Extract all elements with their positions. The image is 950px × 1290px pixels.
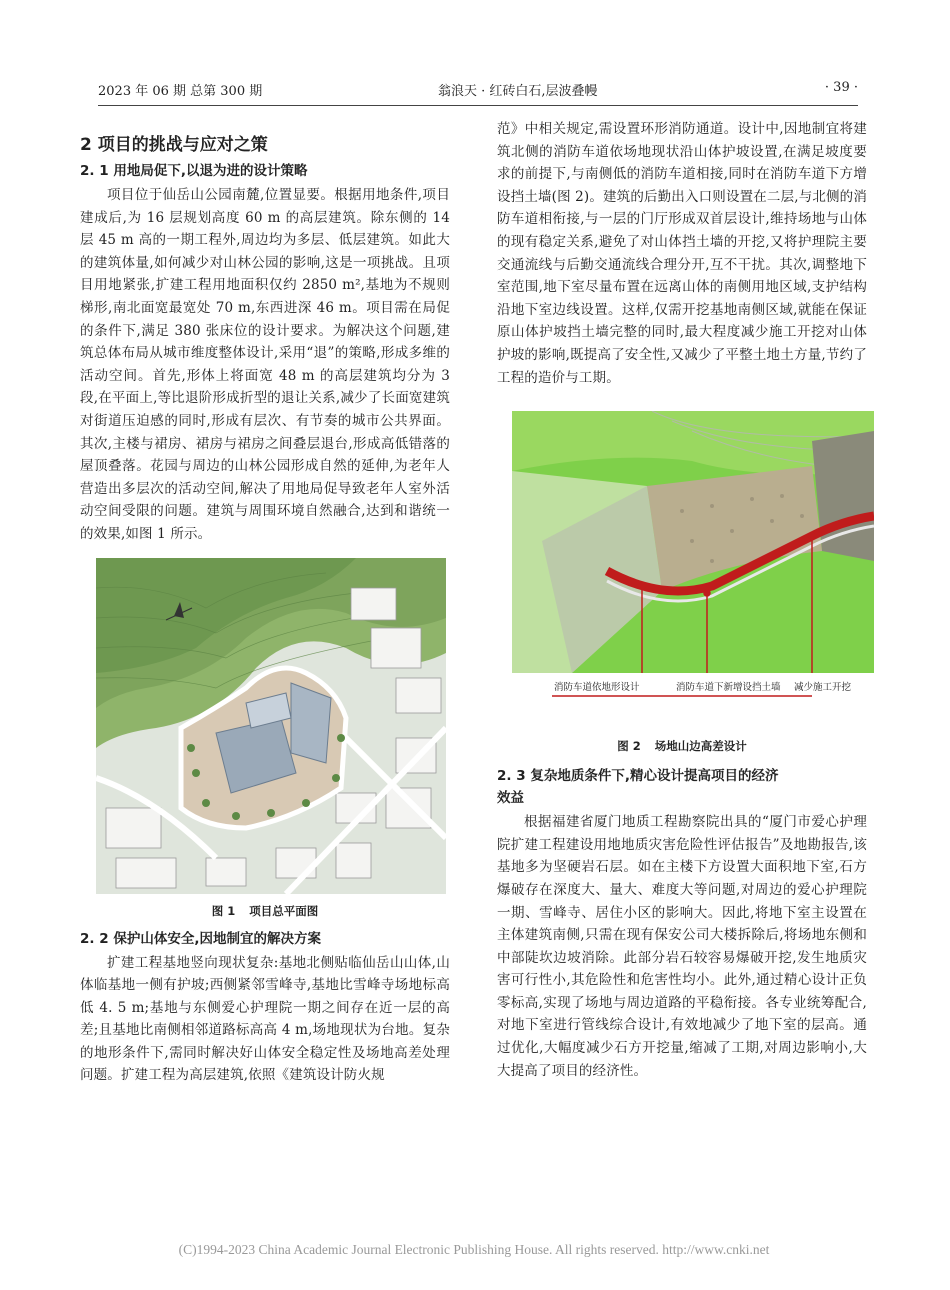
subsection-2-2-continuation: 范》中相关规定,需设置环形消防通道。设计中,因地制宜将建筑北侧的消防车道依场地现状沿山体护坡设置,在满足坡度要求的前提下,与南侧低的消防车道相接,同时在消防车道下方增设挡土墙(图 2)。建筑的后勤出入口则设置在二层,与北侧的消防车道相衔接,与一层的门厅形成双首层设计,维持场地与山体的现有稳定关系,避免了对山体挡土墙的开挖,又将护理院主要交通流线与后勤交通流线合理分开,互不干扰。其次,调整地下室范围,地下室尽量布置在远离山体的南侧用地区域,支护结构沿地下室边线设置。这样,仅需开挖基地南侧区域,就能在保证原山体护坡挡土墙完整的同时,最大程度减少施工开挖对山体护坡的影响,既提高了安全性,又减少了平整土地土方量,节约了工程的造价与工期。 bbox=[497, 121, 867, 386]
article-title-header: 翁浪天 · 红砖白石,层波叠幔 bbox=[438, 84, 598, 99]
section-title: 2 项目的挑战与应对之策 bbox=[80, 135, 268, 155]
figure-2-number: 图 2 bbox=[617, 739, 641, 754]
figure-1-number: 图 1 bbox=[211, 903, 236, 918]
site-plan-drawing bbox=[96, 558, 446, 894]
journal-issue: 2023 年 06 期 总第 300 期 bbox=[98, 84, 263, 99]
subsection-2-1-title: 2. 1 用地局促下,以退为进的设计策略 bbox=[80, 163, 308, 179]
subsection-2-3-paragraph: 根据福建省厦门地质工程勘察院出具的“厦门市爱心护理院扩建工程建设用地地质灾害危险性评估报告”及地勘报告,该基地多为坚硬岩石层。如在主楼下方设置大面积地下室,石方爆破存在深度大、量大、难度大等问题,对周边的爱心护理院一期、雪峰寺、居住小区的影响大。因此,将地下室主设置在主体建筑南侧,只需在现有保安公司大楼拆除后,将场地东侧和中部陡坎边坡消除。此部分岩石较容易爆破开挖,发生地质灾害可行性小,其危险性和危害性均小。此外,通过精心设计正负零标高,实现了场地与周边道路的平稳衔接。各专业统筹配合,对地下室进行管线综合设计,有效地减少了地下室的层高。通过优化,大幅度减少石方开挖量,缩减了工期,对周边影响小,大大提高了项目的经济性。 bbox=[497, 814, 867, 1079]
subsection-2-3-title-line1: 2. 3 复杂地质条件下,精心设计提高项目的经济 bbox=[497, 768, 779, 785]
subsection-2-3-title-line2: 效益 bbox=[497, 790, 524, 807]
copyright-footer: (C)1994-2023 China Academic Journal Electronic Publishing House. All rights reserved. http://www.cnki.net bbox=[178, 1242, 770, 1257]
figure-2-label-3: 减少施工开挖 bbox=[794, 682, 852, 694]
left-column bbox=[80, 118, 450, 1087]
figure-2-caption bbox=[497, 735, 867, 757]
site-plan-image bbox=[96, 558, 446, 894]
figure-2-label-1: 消防车道依地形设计 bbox=[554, 682, 640, 694]
figure-2 bbox=[497, 411, 867, 757]
figure-1 bbox=[80, 558, 450, 922]
subsection-2-1-paragraph: 项目位于仙岳山公园南麓,位置显要。根据用地条件,项目建成后,为 16 层规划高度 60 m 的高层建筑。除东侧的 14 层 45 m 高的一期工程外,周边均为多层、低层建筑。如此大的建筑体量,如何减少对山林公园的影响,这是一项挑战。且项目用地紧张,扩建工程用地面积仅约 2850 m²,基地为不规则梯形,南北面宽最宽处 70 m,东西进深 46 m。项目需在局促的条件下,满足 380 张床位的设计要求。为解决这个问题,建筑总体布局从城市维度整体设计,采用“退”的策略,形成多维的活动空间。首先,形体上将面宽 48 m 的高层建筑均分为 3 段,在平面上,等比退阶形成折型的退让关系,减少了长面宽建筑对街道压迫感的同时,形成有层次、有节奏的城市公共界面。其次,主楼与裙房、裙房与裙房之间叠层退台,形成高低错落的屋顶叠落。花园与周边的山林公园形成自然的延伸,为老年人营造出多层次的活动空间,解决了用地局促导致老年人室外活动空间受限的问题。建筑与周围环境自然融合,达到和谐统一的效果,如图 1 所示。 bbox=[80, 187, 450, 542]
subsection-2-2-paragraph: 扩建工程基地竖向现状复杂:基地北侧贴临仙岳山山体,山体临基地一侧有护坡;西侧紧邻雪峰寺,基地比雪峰寺场地标高低 4. 5 m;基地与东侧爱心护理院一期之间存在近一层的高差;且基地比南侧相邻道路标高高 4 m,场地现状为台地。复杂的地形条件下,需同时解决好山体安全稳定性及场地高差处理问题。扩建工程为高层建筑,依照《建筑设计防火规 bbox=[80, 954, 450, 1084]
figure-2-title: 场地山边高差设计 bbox=[654, 739, 747, 754]
right-column bbox=[497, 118, 867, 1082]
figure-2-label-2: 消防车道下新增设挡土墙 bbox=[676, 682, 781, 694]
slope-design-image bbox=[512, 411, 874, 729]
subsection-2-3-title bbox=[497, 765, 867, 809]
running-header bbox=[98, 76, 858, 106]
figure-1-title: 项目总平面图 bbox=[249, 903, 319, 918]
figure-1-caption bbox=[80, 900, 450, 922]
page-number: · 39 · bbox=[824, 80, 858, 95]
subsection-2-2-title: 2. 2 保护山体安全,因地制宜的解决方案 bbox=[80, 930, 321, 947]
